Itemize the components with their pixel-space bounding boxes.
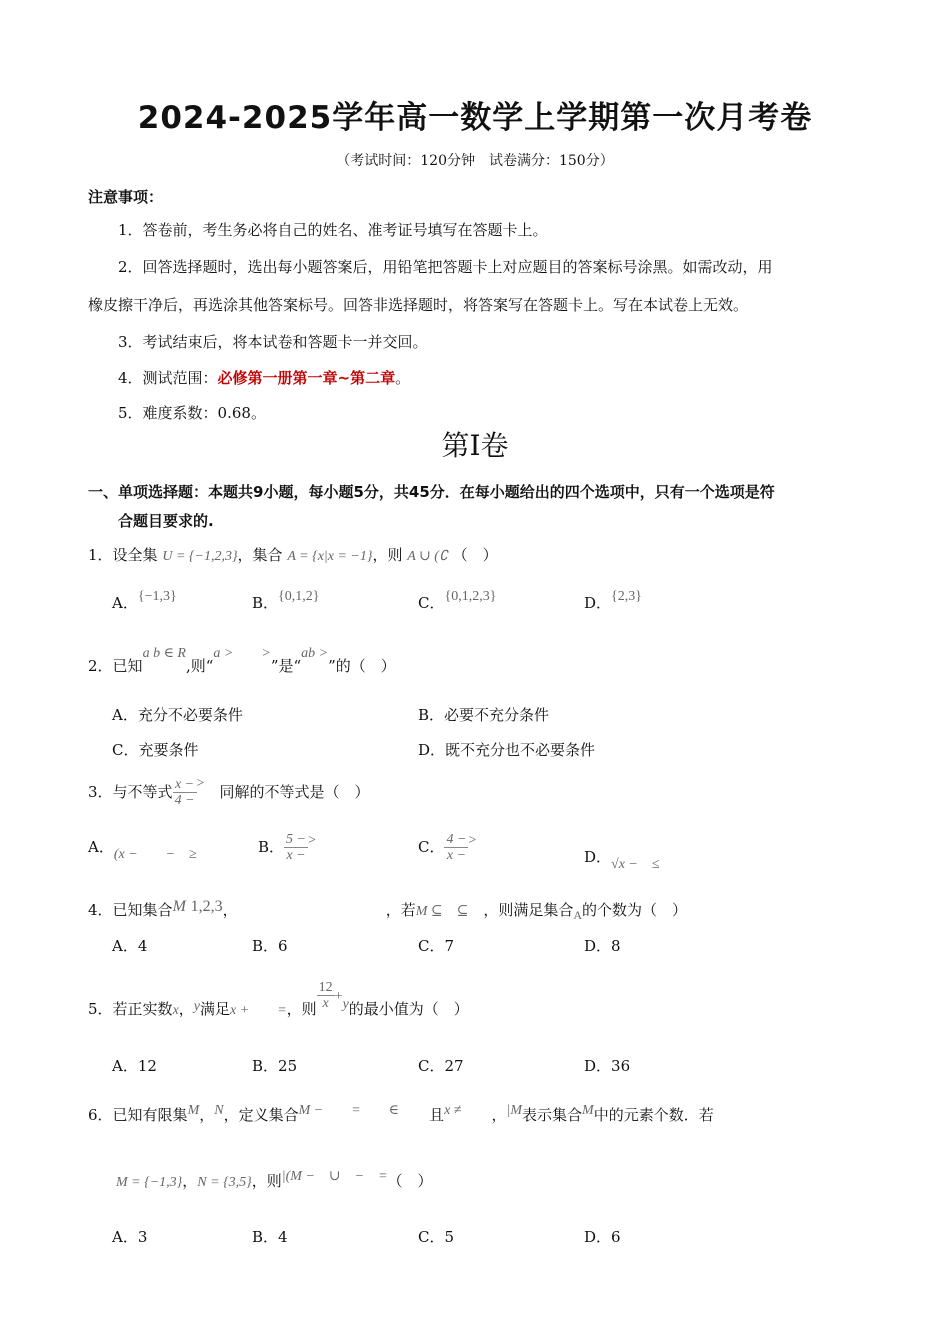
q4-option-a[interactable]: A．4 <box>112 937 148 955</box>
q5-text-4: ，则 <box>286 999 317 1018</box>
q5-math-x: x <box>172 1002 179 1018</box>
q4-text-5: 的个数为（ ） <box>582 901 688 919</box>
q6-math-n: N <box>214 1103 224 1118</box>
q1-a-value: {−1,3} <box>137 589 177 604</box>
q6-text-9: ，则 <box>251 1172 282 1190</box>
question-2 <box>88 646 396 676</box>
q3-d-value: √x − ≤ <box>611 857 660 872</box>
q3-b-denominator: x − <box>286 848 306 864</box>
exam-title: 2024-2025学年高一数学上学期第一次月考卷 <box>137 100 813 136</box>
q3-b-label: B． <box>258 837 285 856</box>
q4-option-d[interactable]: D．8 <box>584 937 621 955</box>
q3-b-gt: > <box>307 832 316 848</box>
q5-option-a[interactable]: A．12 <box>112 1057 157 1075</box>
q4-math-a: A <box>573 908 583 922</box>
question-1 <box>88 544 498 565</box>
section1-line1: 一、单项选择题：本题共9小题，每小题5分，共45分．在每小题给出的四个选项中，只有一个选项是符 <box>88 483 775 501</box>
q3-c-label: C． <box>418 837 445 856</box>
q4-option-b[interactable]: B．6 <box>252 937 288 955</box>
q6-math-cardinality: |M <box>506 1103 523 1118</box>
q6-option-c[interactable]: C．5 <box>418 1228 455 1246</box>
q5-plus: + <box>334 988 343 1004</box>
q1-math-expression: A ∪ (∁ <box>407 549 448 564</box>
q6-text-2: ， <box>199 1106 215 1124</box>
q1-text-4: （ ） <box>452 546 498 564</box>
q5-number: 5． <box>88 999 113 1018</box>
q6-option-a[interactable]: A．3 <box>112 1228 148 1246</box>
q1-option-b[interactable] <box>252 589 320 613</box>
q3-text-2: 同解的不等式是（ ） <box>219 782 370 801</box>
q1-text-3: ，则 <box>372 546 403 564</box>
q3-c-denominator: x − <box>446 848 467 864</box>
q5-option-d[interactable]: D．36 <box>584 1057 631 1075</box>
q3-text-1: 与不等式 <box>112 782 173 801</box>
q1-d-value: {2,3} <box>611 589 642 604</box>
q5-fraction <box>317 980 335 1012</box>
note-2-line1: 2．回答选择题时，选出每小题答案后，用铅笔把答题卡上对应题目的答案标号涂黑。如需改动，用 <box>118 258 773 276</box>
q2-text-3: ”是“ <box>270 657 302 675</box>
q3-option-c[interactable] <box>418 832 476 864</box>
q1-math-set-a: A = {x|x = −1} <box>287 549 373 564</box>
q3-fraction <box>173 777 197 809</box>
q3-frac-numerator: x − <box>173 777 197 793</box>
q6-math-neq: x ≠ <box>444 1103 462 1118</box>
question-5 <box>88 980 469 1026</box>
q1-c-value: {0,1,2,3} <box>444 589 497 604</box>
q6-text-5: ， <box>491 1106 507 1124</box>
q1-a-label: A． <box>112 594 138 612</box>
q5-text-5: 的最小值为（ ） <box>348 999 469 1018</box>
q2-math-conclusion: ab > <box>301 646 329 661</box>
q6-option-d[interactable]: D．6 <box>584 1228 621 1246</box>
q3-a-value: (x − − ≥ <box>113 847 197 862</box>
q3-frac-denominator: 4 − <box>174 793 195 809</box>
question-6-line2 <box>116 1170 433 1191</box>
question-6-line1 <box>88 1104 714 1125</box>
q3-c-gt: > <box>468 832 477 848</box>
q2-math-condition: a b ∈ R <box>142 646 186 661</box>
q2-option-c[interactable]: C．充要条件 <box>112 741 199 759</box>
q2-option-b[interactable]: B．必要不充分条件 <box>418 706 550 724</box>
q3-b-numerator: 5 − <box>286 832 306 847</box>
note-5: 5．难度系数：0.68。 <box>118 404 266 422</box>
section1-line2: 合题目要求的. <box>118 512 214 530</box>
q6-text-8: ， <box>182 1172 198 1190</box>
q4-math-subset: M ⊆ ⊆ <box>415 904 469 919</box>
volume-title: 第Ⅰ卷 <box>441 429 509 462</box>
q3-gt-sign: > <box>196 775 205 791</box>
q1-option-a[interactable] <box>112 589 177 613</box>
q5-option-c[interactable]: C．27 <box>418 1057 464 1075</box>
q3-number: 3． <box>88 782 113 801</box>
q5-text-2: ， <box>178 999 194 1018</box>
q3-option-b[interactable] <box>258 832 316 864</box>
q4-number: 4． <box>88 901 113 919</box>
q1-b-value: {0,1,2} <box>278 589 320 604</box>
note-4 <box>118 367 410 388</box>
q3-a-label: A． <box>88 838 114 856</box>
q1-b-label: B． <box>252 594 279 612</box>
note-4-prefix: 4．测试范围： <box>118 369 218 387</box>
q6-text-1: 已知有限集 <box>112 1106 188 1124</box>
q1-d-label: D． <box>584 594 612 612</box>
q2-number: 2． <box>88 657 113 675</box>
q4-text-3: ，若 <box>385 901 416 919</box>
exam-subtitle: （考试时间：120分钟 试卷满分：150分） <box>336 153 614 169</box>
q4-text-1: 已知集合 <box>112 901 173 919</box>
q4-math-set: 1,2,3 <box>190 898 223 915</box>
q1-text-2: ，集合 <box>237 546 283 564</box>
test-range: 必修第一册第一章~第二章 <box>217 369 396 387</box>
q2-option-d[interactable]: D．既不充分也不必要条件 <box>418 741 596 759</box>
q2-text-2: ,则“ <box>185 657 214 675</box>
q3-c-numerator: 4 − <box>446 832 467 847</box>
q6-math-m: M <box>187 1103 200 1118</box>
q5-text-3: 满足 <box>200 999 231 1018</box>
q4-text-2: ， <box>222 901 238 919</box>
q6-math-expression: |(M − ∪ − = <box>281 1169 388 1184</box>
q3-d-label: D． <box>584 848 612 866</box>
q5-math-y2: y <box>342 996 349 1012</box>
q4-math-m: M <box>172 898 186 915</box>
q6-text-4: 且 <box>429 1106 445 1124</box>
q1-text-1: 设全集 <box>112 546 158 564</box>
q1-number: 1． <box>88 546 113 564</box>
note-4-suffix: 。 <box>395 369 411 387</box>
q3-option-d[interactable] <box>584 846 660 872</box>
q5-math-y: y <box>193 998 201 1014</box>
q6-math-set-m: M = {−1,3} <box>116 1175 183 1190</box>
notes-heading: 注意事项： <box>88 188 164 206</box>
q6-math-set-n: N = {3,5} <box>197 1175 252 1190</box>
note-2-line2: 橡皮擦干净后，再选涂其他答案标号。回答非选择题时，将答案写在答题卡上。写在本试卷上无效。 <box>88 296 749 314</box>
q6-option-b[interactable]: B．4 <box>252 1228 288 1246</box>
note-3: 3．考试结束后，将本试卷和答题卡一并交回。 <box>118 333 428 351</box>
note-1: 1．答卷前，考生务必将自己的姓名、准考证号填写在答题卡上。 <box>118 221 548 239</box>
q3-c-fraction <box>444 832 468 864</box>
q2-text-4: ”的（ ） <box>328 657 396 675</box>
question-4 <box>88 899 687 920</box>
q1-option-c[interactable] <box>418 589 497 613</box>
q5-frac-denominator: x <box>322 996 329 1012</box>
q1-option-d[interactable] <box>584 589 642 613</box>
q5-option-b[interactable]: B．25 <box>252 1057 298 1075</box>
q5-text-1: 若正实数 <box>112 999 173 1018</box>
q6-text-3: ，定义集合 <box>223 1106 299 1124</box>
q2-math-premise: a > > <box>213 646 271 661</box>
question-3 <box>88 777 369 809</box>
q4-option-c[interactable]: C．7 <box>418 937 455 955</box>
q6-math-m2: M <box>582 1103 594 1118</box>
q2-text-1: 已知 <box>112 657 143 675</box>
q5-math-constraint: x + = <box>230 1002 287 1018</box>
q6-text-10: （ ） <box>387 1172 433 1190</box>
q6-math-difference-def: M − = ∈ <box>298 1103 400 1118</box>
q6-text-6: 表示集合 <box>522 1106 583 1124</box>
q3-option-a[interactable] <box>88 836 197 862</box>
q1-c-label: C． <box>418 594 445 612</box>
q2-option-a[interactable]: A．充分不必要条件 <box>112 706 243 724</box>
q4-text-4: ，则满足集合 <box>483 901 574 919</box>
q6-number: 6． <box>88 1106 113 1124</box>
q5-frac-numerator: 12 <box>318 980 333 995</box>
q6-text-7: 中的元素个数．若 <box>593 1106 714 1124</box>
q3-b-fraction <box>284 832 308 864</box>
q1-math-universal-set: U = {−1,2,3} <box>162 549 238 564</box>
